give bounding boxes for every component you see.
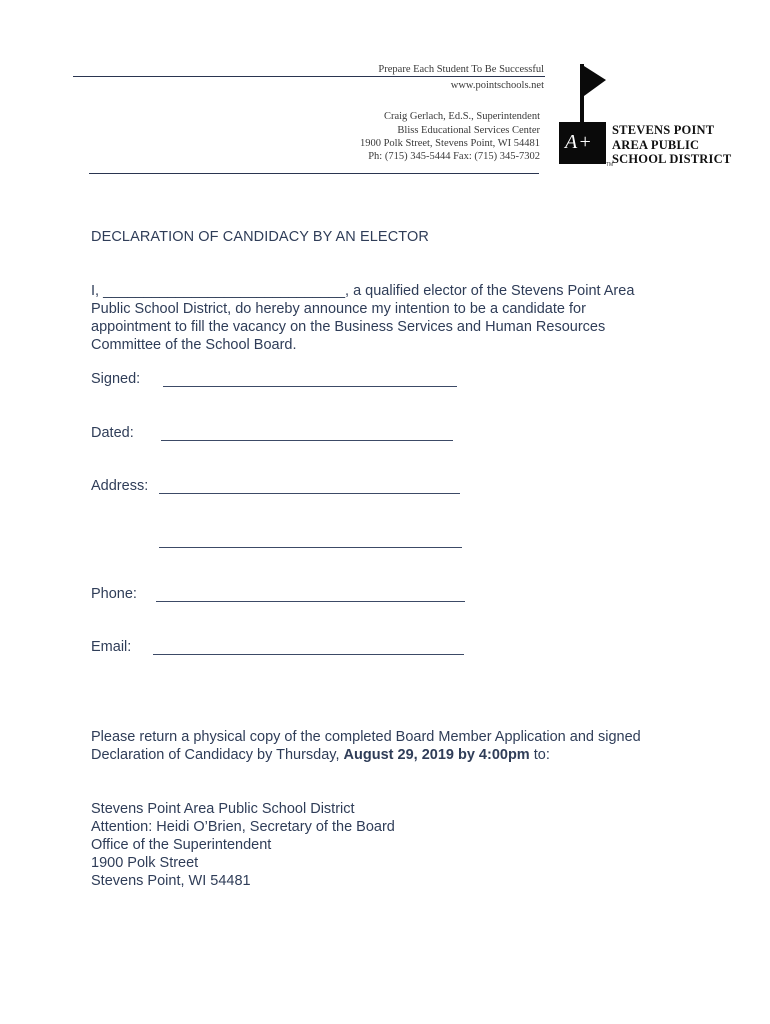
- header-motto: Prepare Each Student To Be Successful: [378, 64, 544, 75]
- closing-paragraph: [91, 728, 641, 764]
- dated-label: Dated:: [91, 425, 134, 441]
- address-field-line-1[interactable]: [159, 493, 460, 494]
- header-center: Bliss Educational Services Center: [397, 125, 540, 136]
- address-field-line-2[interactable]: [159, 547, 462, 548]
- logo-mark: A+: [565, 131, 593, 153]
- return-address-line-5: Stevens Point, WI 54481: [91, 873, 251, 889]
- email-field[interactable]: [153, 654, 464, 655]
- return-address-line-1: Stevens Point Area Public School District: [91, 801, 355, 817]
- intro-paragraph: [91, 282, 691, 354]
- closing-line-2: [91, 746, 641, 764]
- phone-field[interactable]: [156, 601, 465, 602]
- closing-line-2-suffix: to:: [529, 747, 550, 763]
- phone-label: Phone:: [91, 586, 137, 602]
- address-label: Address:: [91, 478, 149, 494]
- logo-trademark: TM: [606, 162, 614, 168]
- intro-line-1: I, ______________________________, a qualified elector of the Stevens Point Area: [91, 283, 635, 299]
- return-address-line-2: Attention: Heidi O’Brien, Secretary of the Board: [91, 819, 395, 835]
- signed-field[interactable]: [163, 386, 457, 387]
- flag-icon: [578, 64, 610, 124]
- logo-line-2: AREA PUBLIC: [612, 137, 700, 152]
- closing-deadline: August 29, 2019 by 4:00pm: [343, 747, 530, 763]
- closing-line-1: Please return a physical copy of the completed Board Member Application and signed: [91, 729, 641, 745]
- dated-field[interactable]: [161, 440, 453, 441]
- intro-line-2: Public School District, do hereby announce my intention to be a candidate for: [91, 301, 586, 317]
- header-street: 1900 Polk Street, Stevens Point, WI 54481: [359, 138, 540, 149]
- return-address-line-3: Office of the Superintendent: [91, 837, 272, 853]
- closing-line-2-prefix: Declaration of Candidacy by Thursday,: [91, 747, 344, 763]
- logo-line-3: SCHOOL DISTRICT: [612, 152, 732, 166]
- header-superintendent: Craig Gerlach, Ed.S., Superintendent: [383, 111, 540, 122]
- logo-district-name: [612, 123, 731, 167]
- intro-line-4: Committee of the School Board.: [91, 337, 297, 353]
- signed-label: Signed:: [91, 371, 141, 387]
- email-label: Email:: [91, 639, 132, 655]
- logo-line-1: STEVENS POINT: [612, 123, 715, 137]
- return-address: [91, 800, 395, 890]
- header-website: www.pointschools.net: [450, 80, 544, 91]
- intro-line-3: appointment to fill the vacancy on the Business Services and Human Resources: [91, 319, 606, 335]
- logo-mark-box: [559, 122, 606, 164]
- header-phone-fax: Ph: (715) 345-5444 Fax: (715) 345-7302: [368, 151, 540, 162]
- document-title: DECLARATION OF CANDIDACY BY AN ELECTOR: [91, 229, 429, 245]
- return-address-line-4: 1900 Polk Street: [91, 855, 199, 871]
- header-bottom-rule: [89, 173, 539, 174]
